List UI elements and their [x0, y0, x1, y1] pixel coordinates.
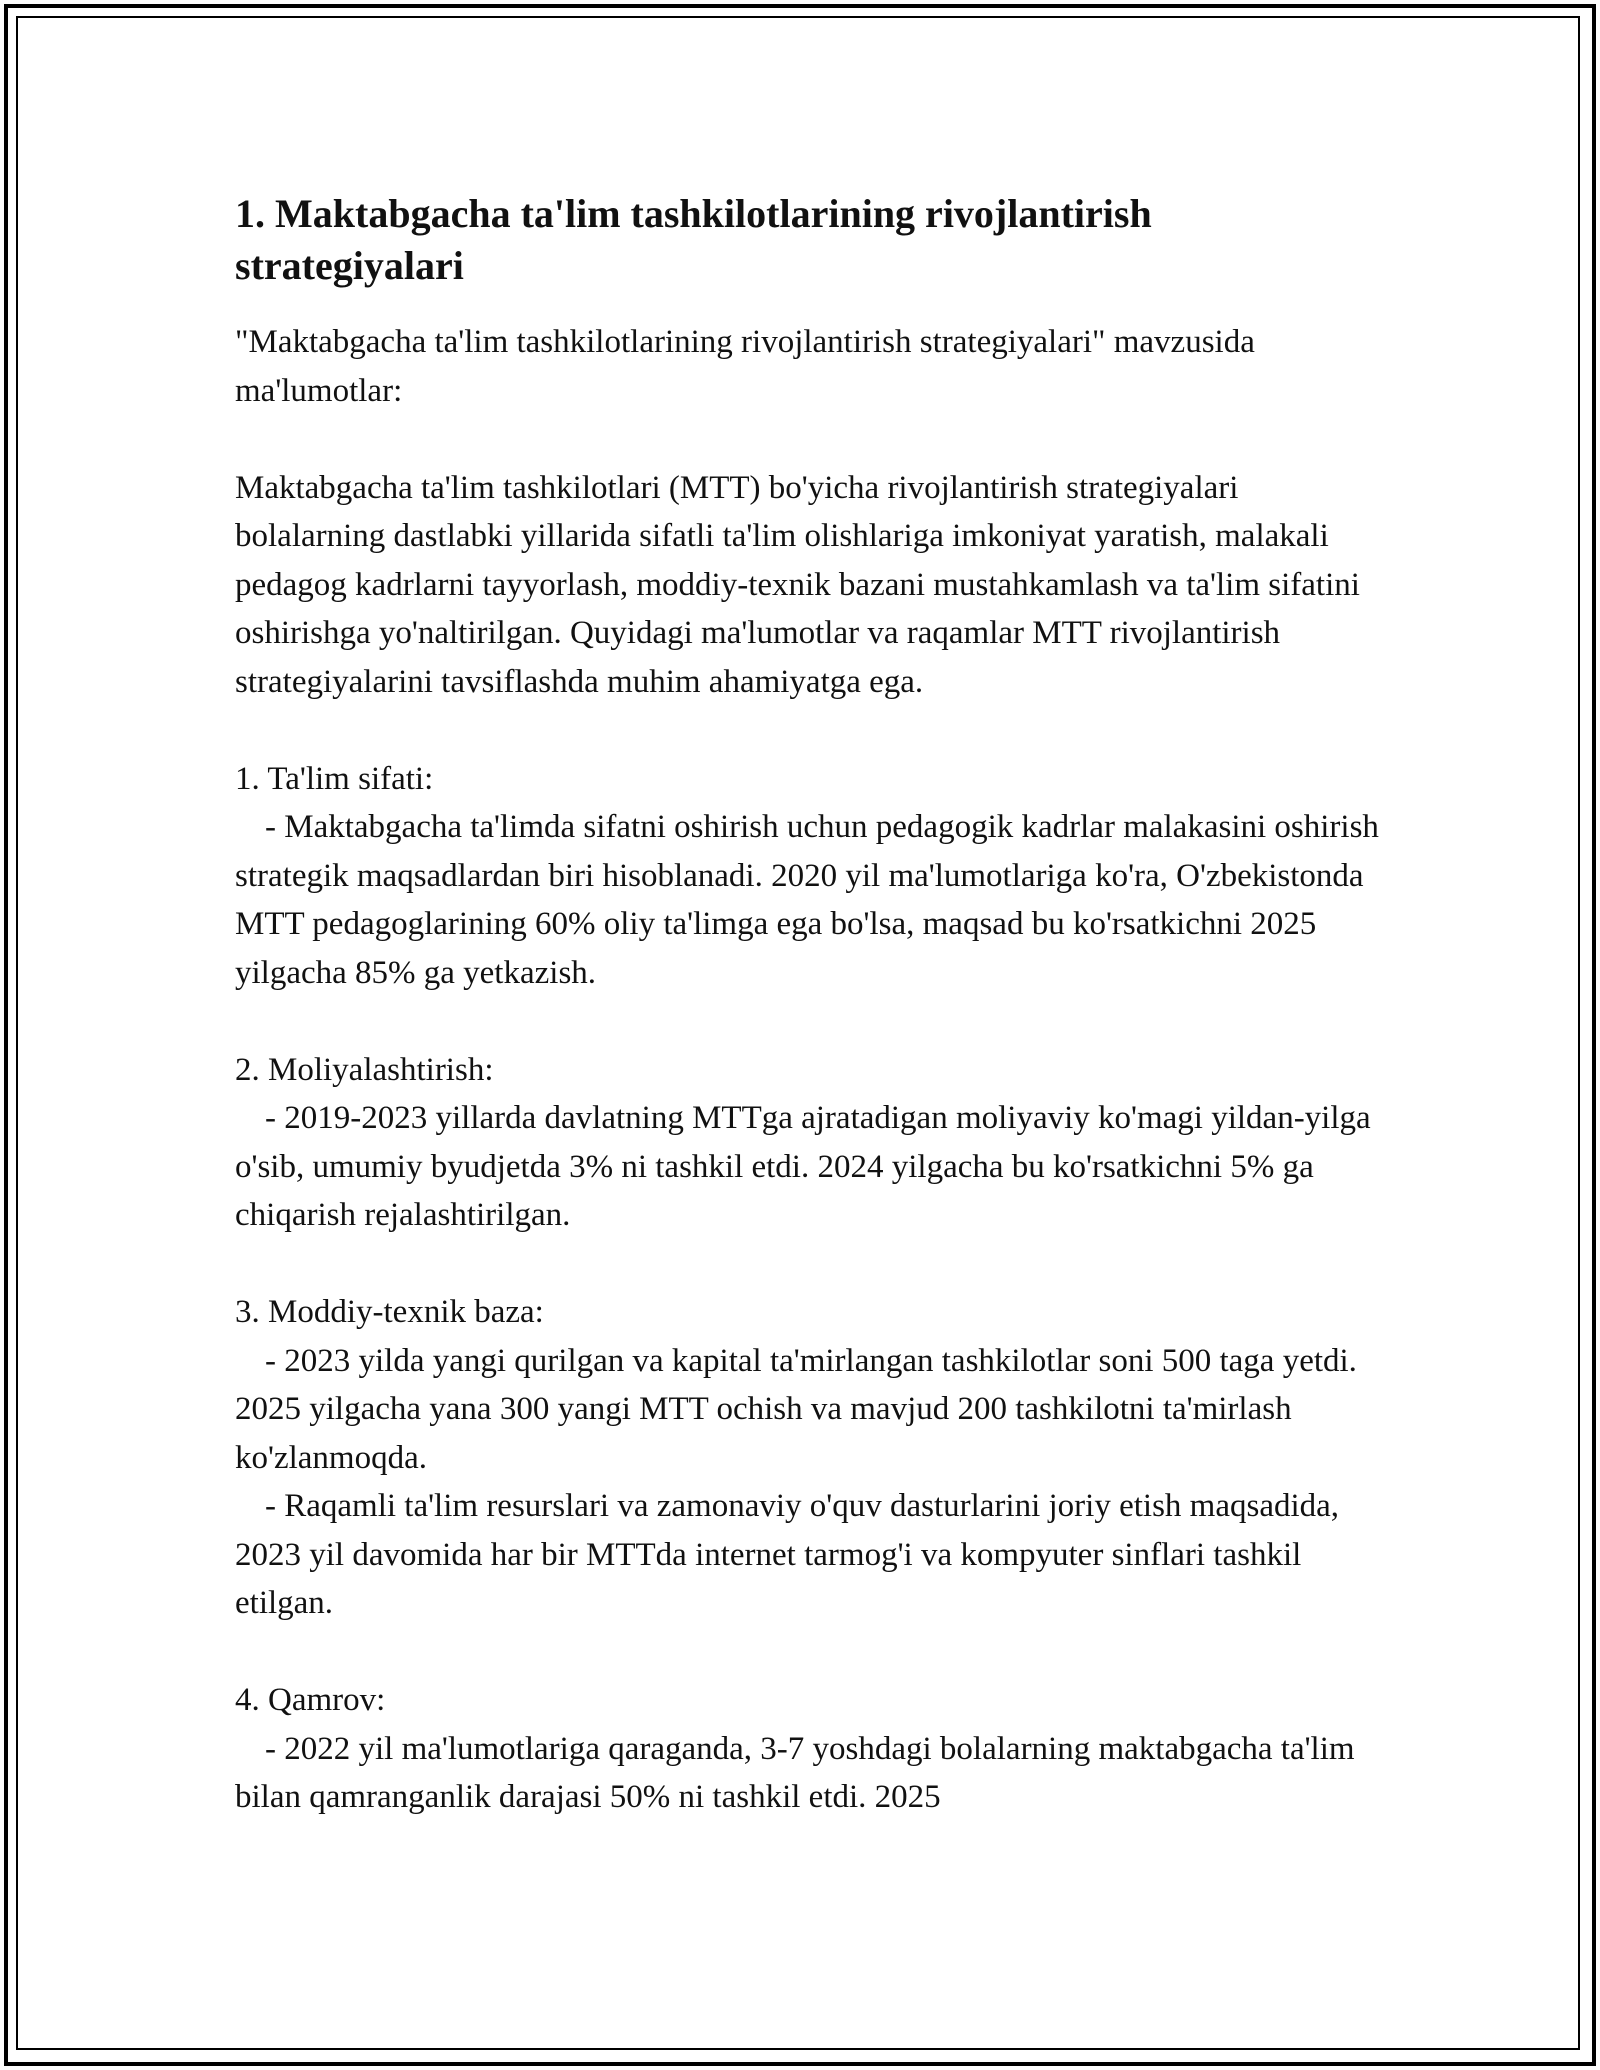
section-infrastructure	[235, 1288, 1385, 1628]
section-heading: 3. Moddiy-texnik baza:	[235, 1294, 544, 1330]
spacer	[235, 1240, 1385, 1289]
section-funding	[235, 1046, 1385, 1240]
intro-paragraph: "Maktabgacha ta'lim tashkilotlarining rivojlantirish strategiyalari" mavzusida ma'lumotlar:	[235, 324, 1255, 409]
overview-paragraph: Maktabgacha ta'lim tashkilotlari (MTT) bo'yicha rivojlantirish strategiyalari bolalarning dastlabki yillarida sifatli ta'lim olishlariga imkoniyat yaratish, malakali pedagog kadrlarni tayyorlash, moddiy-texnik bazani mustahkamlash va ta'lim sifatini oshirishga yo'naltirilgan. Quyidagi ma'lumotlar va raqamlar MTT rivojlantirish strategiyalarini tavsiflashda muhim ahamiyatga ega.	[235, 469, 1360, 700]
section-bullet: - Raqamli ta'lim resurslari va zamonaviy o'quv dasturlarini joriy etish maqsadida, 2023 yil davomida har bir MTTda internet tarmog'i va kompyuter sinflari tashkil etilgan.	[235, 1488, 1340, 1621]
section-bullet: - 2023 yilda yangi qurilgan va kapital ta'mirlangan tashkilotlar soni 500 taga yetdi. 2025 yilgacha yana 300 yangi MTT ochish va mavjud 200 tashkilotni ta'mirlash ko'zlanmoqda.	[235, 1342, 1357, 1476]
section-bullet: - 2019-2023 yillarda davlatning MTTga ajratadigan moliyaviy ko'magi yildan-yilga o'sib, umumiy byudjetda 3% ni tashkil etdi. 2024 yilgacha bu ko'rsatkichni 5% ga chiqarish rejalashtirilgan.	[235, 1100, 1371, 1233]
spacer	[235, 997, 1385, 1046]
document-title: 1. Maktabgacha ta'lim tashkilotlarining rivojlantirish strategiyalari	[235, 191, 1152, 288]
section-quality	[235, 755, 1385, 998]
section-coverage	[235, 1676, 1385, 1822]
section-bullet: - 2022 yil ma'lumotlariga qaraganda, 3-7 yoshdagi bolalarning maktabgacha ta'lim bilan qamranganlik darajasi 50% ni tashkil etdi. 2025	[235, 1730, 1355, 1815]
section-heading: 1. Ta'lim sifati:	[235, 760, 434, 797]
section-heading: 2. Moliyalashtirish:	[235, 1051, 494, 1088]
spacer	[235, 415, 1385, 464]
spacer	[235, 1628, 1385, 1677]
spacer	[235, 706, 1385, 755]
section-heading: 4. Qamrov:	[235, 1682, 386, 1718]
document-body	[235, 188, 1385, 1822]
section-bullet: - Maktabgacha ta'limda sifatni oshirish uchun pedagogik kadrlar malakasini oshirish strategik maqsadlardan biri hisoblanadi. 2020 yil ma'lumotlariga ko'ra, O'zbekistonda MTT pedagoglarining 60% oliy ta'limga ega bo'lsa, maqsad bu ko'rsatkichni 2025 yilgacha 85% ga yetkazish.	[235, 809, 1379, 991]
